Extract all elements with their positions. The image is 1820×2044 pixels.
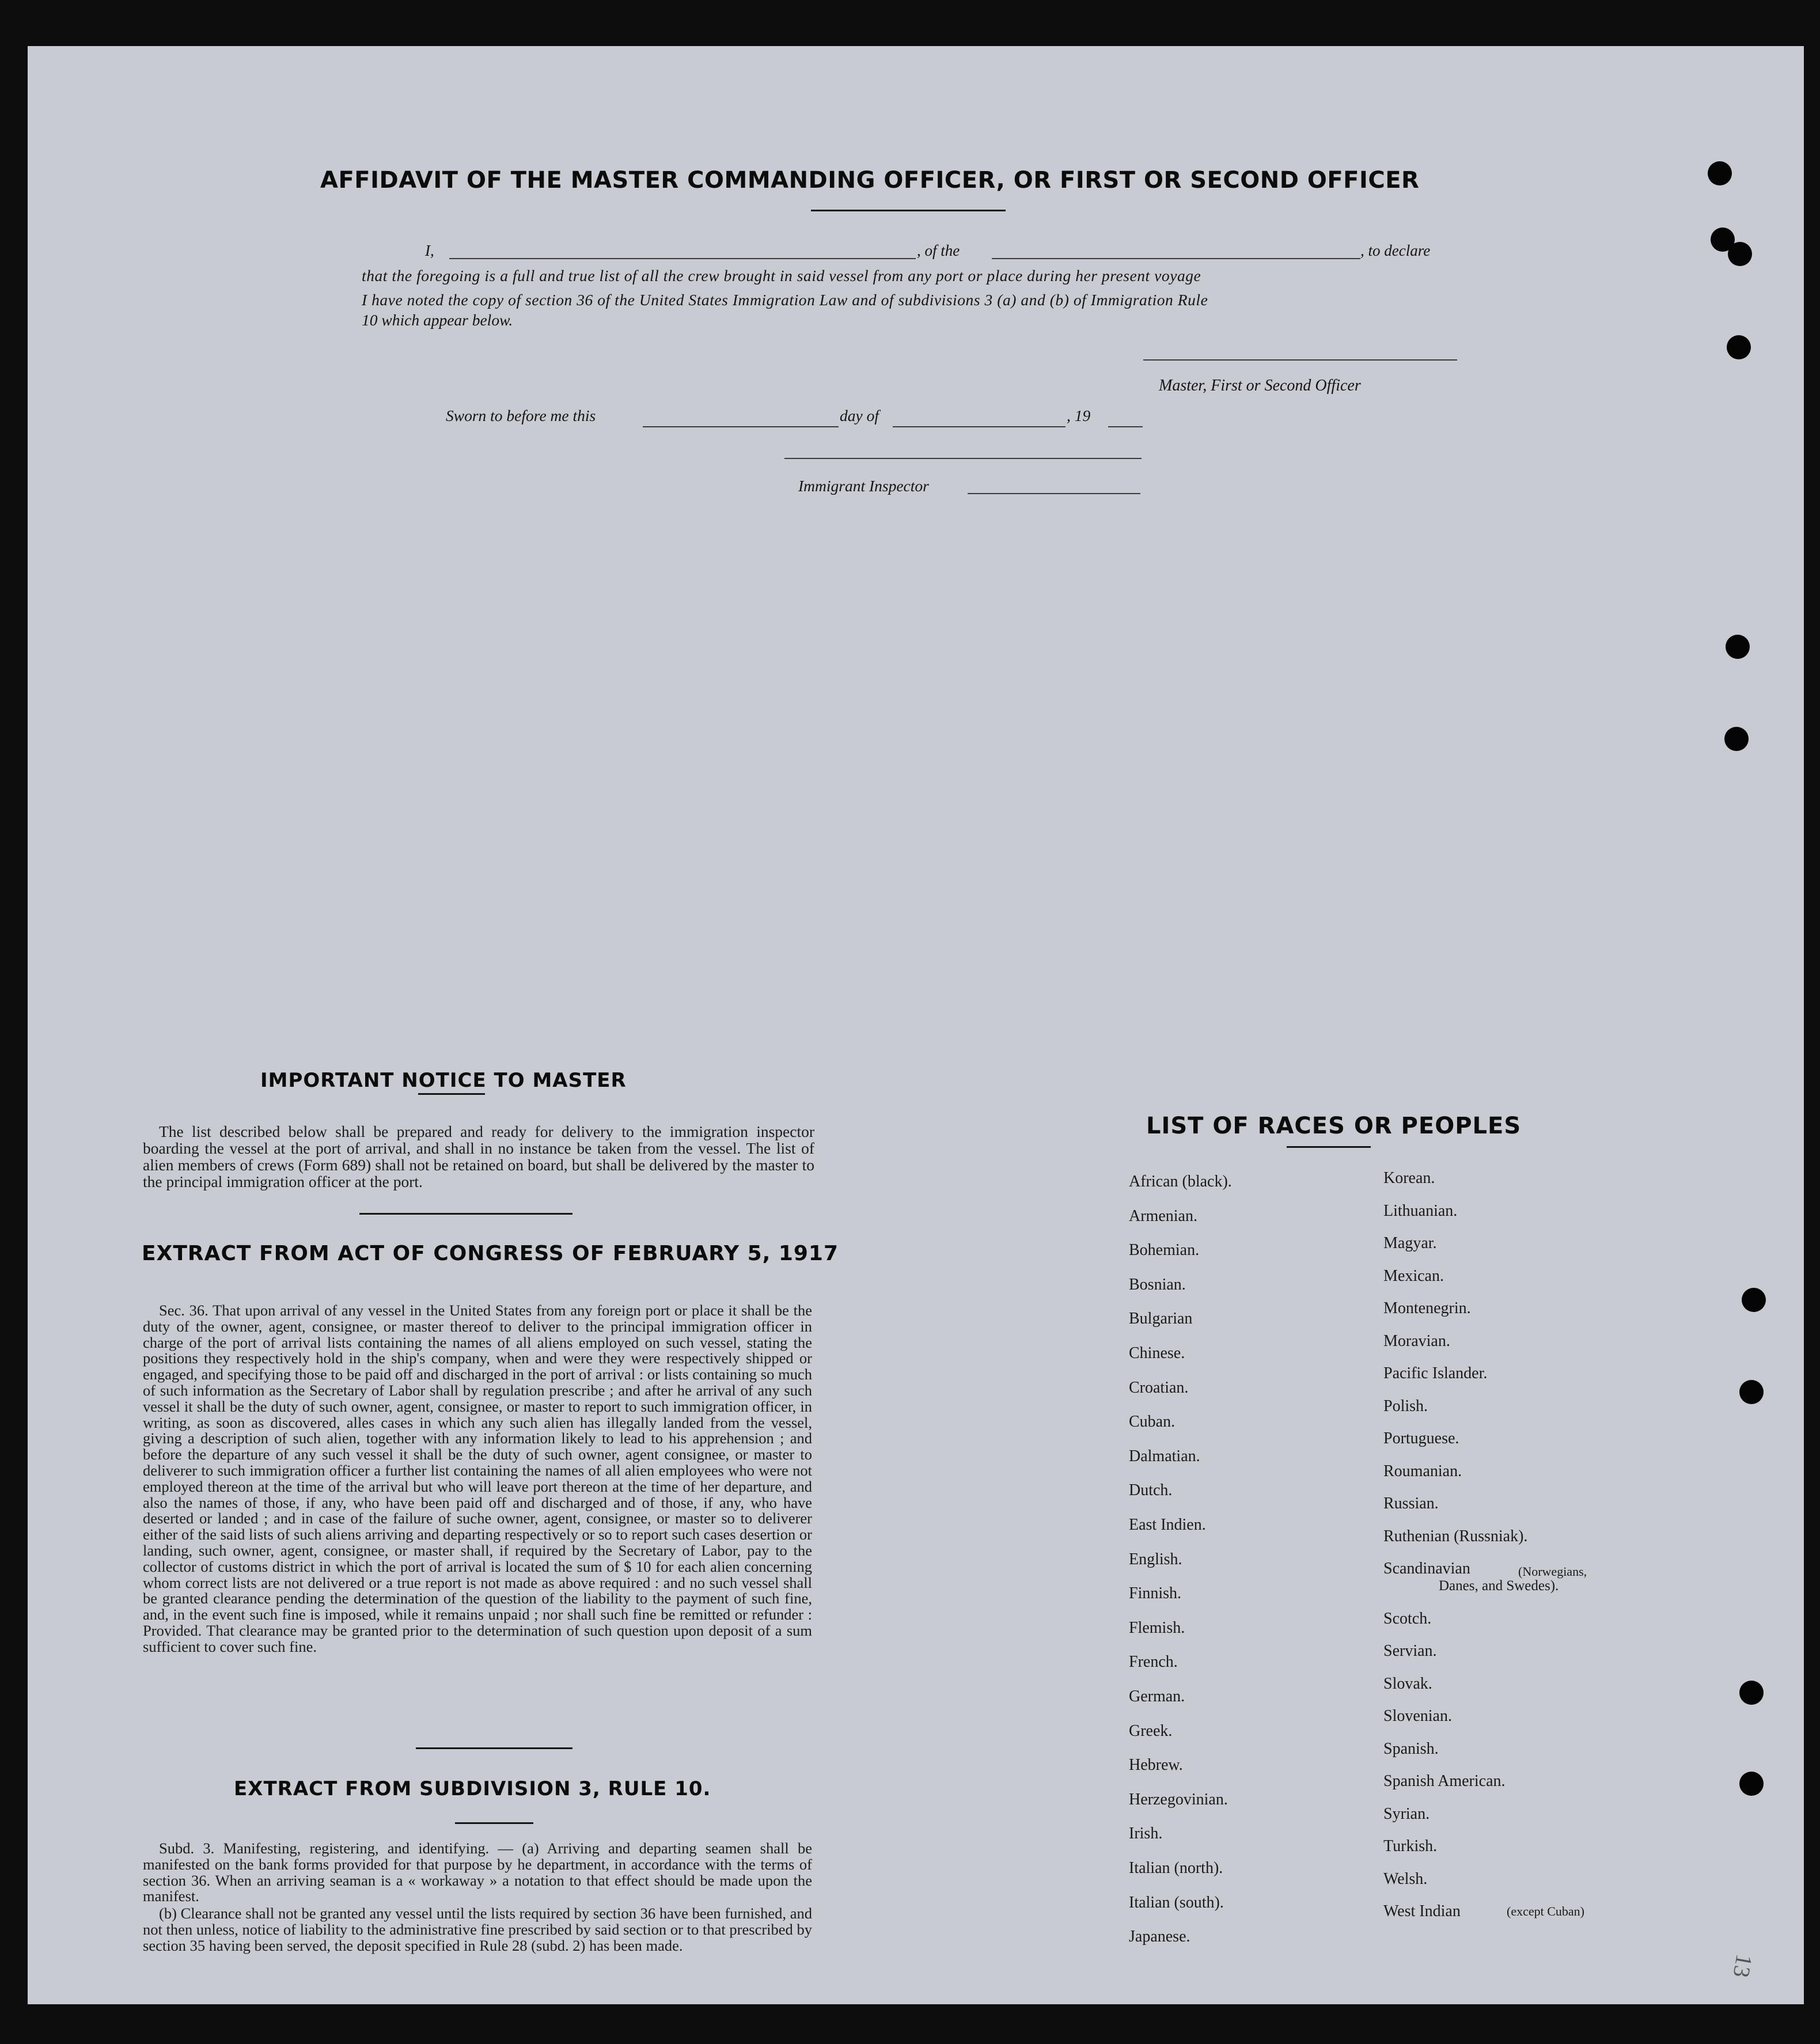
rule-text <box>143 1841 812 1955</box>
race-item: Magyar. <box>1383 1234 1437 1252</box>
race-item: Croatian. <box>1129 1378 1189 1397</box>
race-item: Flemish. <box>1129 1618 1185 1637</box>
race-item: Japanese. <box>1129 1928 1190 1946</box>
inspector-signature-line[interactable] <box>968 493 1140 494</box>
punch-hole <box>1739 1380 1764 1404</box>
divider <box>1287 1146 1371 1148</box>
race-item: Scandinavian <box>1383 1560 1470 1577</box>
rule-paragraph-a: Subd. 3. Manifesting, registering, and identifying. — (a) Arriving and departing seamen shall be manifested on the bank forms provided for that purpose by he department, in accordance with the terms of section 36. When an arriving seaman is a « workaway » a notation to that effect should be made upon the manifest. <box>143 1840 812 1905</box>
race-item: Lithuanian. <box>1383 1201 1458 1220</box>
divider <box>455 1822 533 1824</box>
of-the-label: , of the <box>917 242 960 259</box>
race-item: Korean. <box>1383 1169 1435 1187</box>
rule-paragraph-b: (b) Clearance shall not be granted any vessel until the lists required by section 36 have been furnished, and not then unless, notice of liability to the administrative fine prescribed by said section or to that prescribed by section 35 having been served, the deposit specified in Rule 28 (subd. 2) has been made. <box>143 1905 812 1954</box>
master-signature-line[interactable] <box>1143 359 1457 361</box>
race-item: Pacific Islander. <box>1383 1364 1488 1382</box>
sworn-day-line[interactable] <box>643 426 839 427</box>
race-item: African (black). <box>1129 1173 1232 1190</box>
to-declare-label: , to declare <box>1360 242 1431 259</box>
inspector-upper-line <box>784 458 1142 459</box>
scandinavian-note: (Norwegians, <box>1518 1564 1587 1579</box>
race-item: East Indien. <box>1129 1516 1206 1534</box>
race-item: Dutch. <box>1129 1481 1173 1500</box>
race-item: French. <box>1129 1653 1178 1671</box>
punch-hole <box>1739 1681 1764 1705</box>
race-item: Ruthenian (Russniak). <box>1383 1527 1528 1545</box>
race-item: Spanish. <box>1383 1739 1439 1758</box>
year-prefix-label: , 19 <box>1067 407 1091 424</box>
race-item: Mexican. <box>1383 1266 1444 1285</box>
race-item: Polish. <box>1383 1397 1428 1415</box>
race-item: Turkish. <box>1383 1837 1438 1855</box>
west-indian-note: (except Cuban) <box>1507 1904 1584 1918</box>
affidavit-title: AFFIDAVIT OF THE MASTER COMMANDING OFFICER, OR FIRST OR SECOND OFFICER <box>320 167 1420 194</box>
punch-hole <box>1726 635 1750 659</box>
race-item: Slovenian. <box>1383 1707 1452 1725</box>
race-item: Welsh. <box>1383 1869 1428 1888</box>
punch-hole <box>1727 335 1751 359</box>
sworn-label: Sworn to before me this <box>446 407 596 424</box>
divider <box>359 1213 572 1215</box>
race-item: Finnish. <box>1129 1584 1182 1603</box>
race-item: Bohemian. <box>1129 1241 1200 1260</box>
race-item: Dalmatian. <box>1129 1447 1200 1465</box>
punch-hole <box>1724 727 1749 751</box>
affidavit-line-4: 10 which appear below. <box>362 311 513 329</box>
races-title: LIST OF RACES OR PEOPLES <box>1146 1113 1522 1139</box>
act-title: EXTRACT FROM ACT OF CONGRESS OF FEBRUARY 5, 1917 <box>142 1242 839 1265</box>
race-item: Russian. <box>1383 1495 1439 1512</box>
race-item: Spanish American. <box>1383 1772 1506 1790</box>
act-paragraph: Sec. 36. That upon arrival of any vessel in the United States from any foreign port or place it shall be the duty of the owner, agent, consignee, or master thereof to deliver to the principal immigration officer in charge of the port of arrival lists containing the names of all aliens employed on such vessel, stating the positions they respectively hold in the ship's company, when and were they were respectively shipped or engaged, and specifying those to be paid off and discharged in the port of arrival : or lists containing so much of such information as the Secretary of Labor shall by regulation prescribe ; and after he arrival of any such vessel it shall be the duty of such owner, agent, consignee, or master to report to such immigration officer, in writing, as soon as discovered, alles cases in which any such alien has illegally landed from the vessel, giving a description of such alien, together with any information likely to lead to his apprehension ; and before the departure of any such vessel it shall be the duty of such owner, agent consignee, or master to deliverer to such immigration officer a further list containing the names of all alien employees who were not employed thereon at the time of the arrival but who will leave port thereon at the time of her departure, and also the names of those, if any, who have been paid off and discharged and of those, if any, who have deserted or landed ; and in case of the failure of suche owner, agent, consignee, or master so to deliverer either of the said lists of such aliens arriving and departing respectively or so to report such cases desertion or landing, such owner, agent, consignee, or master shall, if required by the Secretary of Labor, pay to the collector of customs district in which the port of arrival is located the sum of $ 10 for each alien concerning whom correct lists are not delivered or a true report is not made as above required : and no such vessel shall be granted clearance pending the determination of the question of the liability to the payment of such fine, and, in the event such fine is imposed, while it remains unpaid ; nor shall such fine be remitted or refunder : Provided. That clearance may be granted prior to the determination of such question upon deposit of a sum sufficient to cover such fine. <box>143 1302 812 1655</box>
race-item: Italian (north). <box>1129 1859 1223 1877</box>
affidavit-line-2: that the foregoing is a full and true list of all the crew brought in said vessel from any port or place during her present voyage <box>362 267 1201 285</box>
sworn-month-line[interactable] <box>893 426 1066 427</box>
notice-title: IMPORTANT NOTICE TO MASTER <box>260 1069 627 1092</box>
race-item: Portuguese. <box>1383 1429 1459 1447</box>
race-item: Armenian. <box>1129 1207 1197 1225</box>
race-item: Irish. <box>1129 1825 1163 1843</box>
notice-paragraph: The list described below shall be prepared and ready for delivery to the immigration inspector boarding the vessel at the port of arrival, and shall in no instance be taken from the vessel. The list of alien members of crews (Form 689) shall not be retained on board, but shall be delivered by the master to the principal immigration officer at the port. <box>143 1123 814 1190</box>
notice-text <box>143 1123 814 1191</box>
race-item: Bosnian. <box>1129 1275 1186 1294</box>
name-field-line[interactable] <box>449 258 916 259</box>
race-item: English. <box>1129 1550 1182 1568</box>
race-item: Moravian. <box>1383 1332 1450 1350</box>
race-item: German. <box>1129 1687 1185 1705</box>
race-item: Roumanian. <box>1383 1462 1462 1480</box>
punch-hole <box>1742 1288 1766 1312</box>
race-item: Bulgarian <box>1129 1310 1193 1328</box>
divider <box>811 210 1006 211</box>
race-item: Montenegrin. <box>1383 1299 1471 1317</box>
margin-number: 13 <box>1728 1952 1758 1980</box>
race-item: Hebrew. <box>1129 1756 1183 1774</box>
punch-hole <box>1708 161 1732 185</box>
act-text <box>143 1303 812 1656</box>
punch-hole <box>1739 1772 1764 1796</box>
notice-title-underline <box>418 1093 485 1095</box>
race-item: West Indian <box>1383 1902 1461 1920</box>
scandinavian-note-2: Danes, and Swedes). <box>1439 1578 1559 1594</box>
race-item: Greek. <box>1129 1721 1173 1740</box>
divider <box>416 1747 572 1749</box>
affidavit-line-3: I have noted the copy of section 36 of the United States Immigration Law and of subdivisions 3 (a) and (b) of Immigration Rule <box>362 291 1208 309</box>
master-signature-label: Master, First or Second Officer <box>1159 377 1361 395</box>
race-item: Scotch. <box>1383 1609 1432 1628</box>
race-item: Servian. <box>1383 1642 1437 1660</box>
inspector-label: Immigrant Inspector <box>798 477 929 495</box>
rule-title: EXTRACT FROM SUBDIVISION 3, RULE 10. <box>234 1777 711 1800</box>
sworn-year-line[interactable] <box>1108 426 1143 427</box>
affidavit-pronoun: I, <box>425 242 434 259</box>
race-item: Syrian. <box>1383 1804 1430 1823</box>
day-of-label: day of <box>840 407 879 424</box>
race-item: Slovak. <box>1383 1674 1432 1693</box>
punch-hole <box>1728 242 1752 266</box>
race-item: Cuban. <box>1129 1413 1176 1431</box>
race-item: Herzegovinian. <box>1129 1790 1228 1808</box>
race-item: Chinese. <box>1129 1344 1185 1362</box>
race-item: Italian (south). <box>1129 1893 1224 1912</box>
vessel-field-line[interactable] <box>992 258 1360 259</box>
